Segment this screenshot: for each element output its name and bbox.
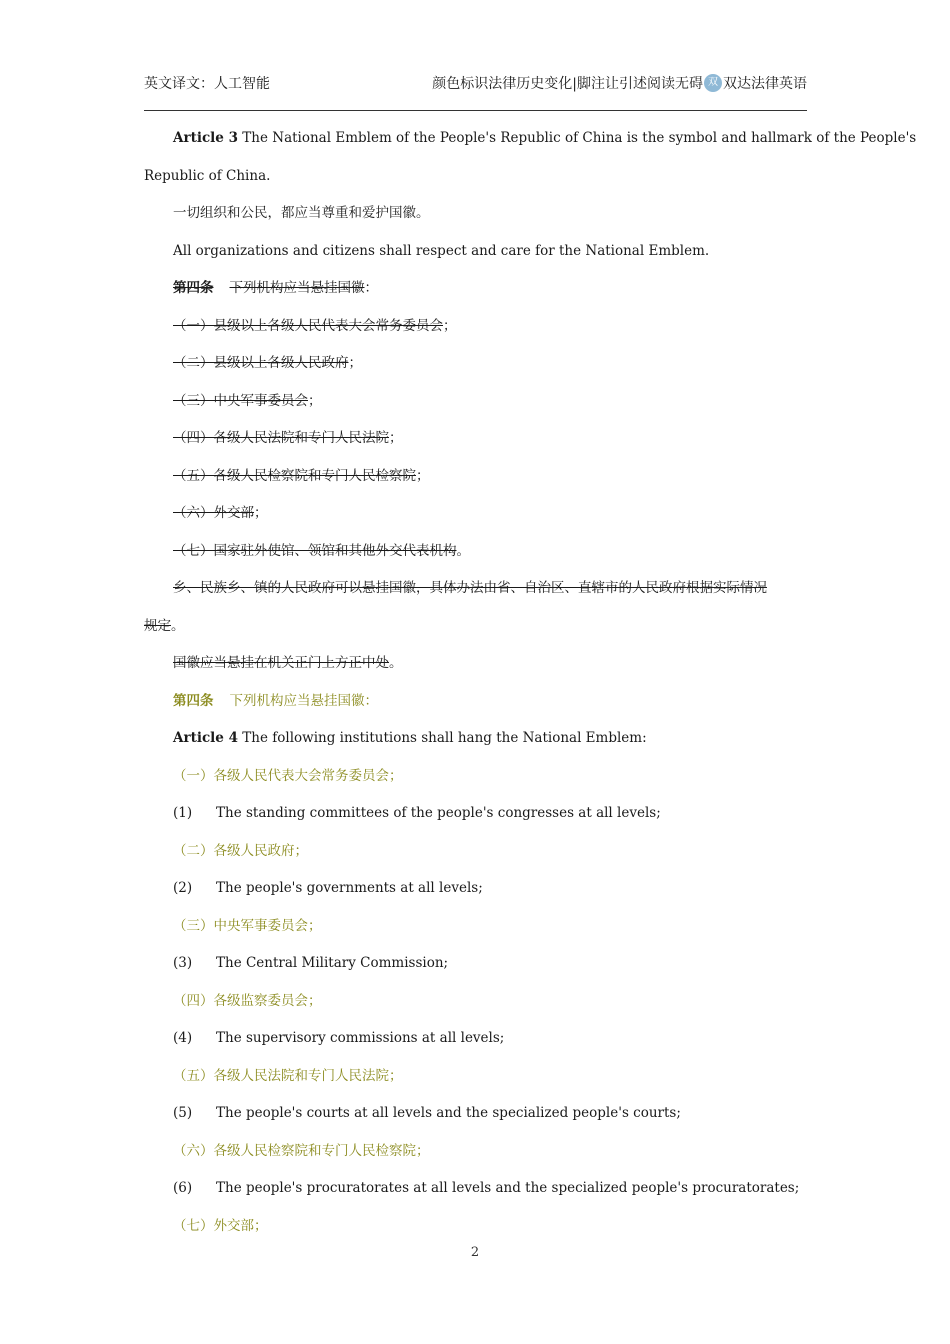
new-article4-item-6-en xyxy=(144,1170,807,1208)
new-article4-item-7-zh: （七）外交部； xyxy=(173,1217,268,1234)
item-number: (3) xyxy=(173,955,193,971)
new-article4-en-label: Article 4 xyxy=(173,730,238,746)
new-article4-item-5-zh: （五）各级人民法院和专门人民法院； xyxy=(173,1067,403,1084)
page-number: 2 xyxy=(470,1245,480,1260)
old-item-text: （七）国家驻外使馆、领馆和其他外交代表机构 xyxy=(173,542,457,559)
new-article4-zh-title xyxy=(144,683,807,721)
old-article4-item-6 xyxy=(144,495,807,533)
new-article4-zh-text: 下列机构应当悬挂国徽： xyxy=(229,692,378,709)
item-text: The Central Military Commission; xyxy=(216,955,449,971)
old-item-end: ； xyxy=(308,392,322,409)
item-number: (6) xyxy=(173,1180,193,1196)
header-brand-text: 双达法律英语 xyxy=(723,76,807,92)
old-article4-item-4 xyxy=(144,420,807,458)
header-divider xyxy=(144,110,807,111)
old-para2-end: 。 xyxy=(171,617,185,634)
old-article4-item-2 xyxy=(144,345,807,383)
old-article4-para2-line2 xyxy=(144,608,807,646)
old-item-end: ； xyxy=(443,317,457,334)
document-body xyxy=(144,120,917,1245)
new-article4-item-3-zh: （三）中央军事委员会； xyxy=(173,917,322,934)
item-number: (2) xyxy=(173,880,193,896)
new-article4-item-2-zh: （二）各级人民政府； xyxy=(173,842,308,859)
item-number: (4) xyxy=(173,1030,193,1046)
new-article4-item-3-en xyxy=(144,945,807,983)
old-article4-item-3 xyxy=(144,383,807,421)
shuangda-logo-icon: 双 xyxy=(704,74,722,92)
old-article4-title-colon: ： xyxy=(364,280,378,296)
header-tagline xyxy=(432,73,807,93)
new-article4-item-4-en xyxy=(144,1020,807,1058)
old-item-end: ； xyxy=(416,467,430,484)
item-text: The people's procuratorates at all levels and the specialized people's procuratorates; xyxy=(216,1180,800,1196)
old-item-text: （四）各级人民法院和专门人民法院 xyxy=(173,430,389,446)
new-article4-item-5-en xyxy=(144,1095,807,1133)
article3-en-para: All organizations and citizens shall respect and care for the National Emblem. xyxy=(173,242,710,259)
item-text: The standing committees of the people's congresses at all levels; xyxy=(216,805,661,821)
header-tagline-text: 颜色标识法律历史变化|脚注让引述阅读无碍 xyxy=(432,76,703,92)
new-article4-item-1-zh: （一）各级人民代表大会常务委员会； xyxy=(173,767,403,784)
new-article4-item-6-zh: （六）各级人民检察院和专门人民检察院； xyxy=(173,1142,430,1159)
old-article4-title xyxy=(144,270,807,308)
item-text: The people's courts at all levels and the specialized people's courts; xyxy=(216,1105,681,1121)
old-item-end: ； xyxy=(389,430,403,446)
old-article4-item-1 xyxy=(144,308,807,346)
old-item-end: ； xyxy=(254,505,268,521)
article3-en-line1 xyxy=(144,120,917,158)
old-article4-item-5 xyxy=(144,458,807,496)
article3-zh-para: 一切组织和公民，都应当尊重和爱护国徽。 xyxy=(173,205,430,221)
old-para3-text: 国徽应当悬挂在机关正门上方正中处 xyxy=(173,655,389,671)
new-article4-zh-label: 第四条 xyxy=(173,692,214,709)
old-item-text: （一）县级以上各级人民代表大会常务委员会 xyxy=(173,317,443,334)
old-article4-title-text: 下列机构应当悬挂国徽 xyxy=(229,280,365,296)
new-article4-item-4-zh: （四）各级监察委员会； xyxy=(173,992,322,1009)
old-article4-para2-line1 xyxy=(144,570,807,608)
old-item-end: 。 xyxy=(456,542,470,559)
header-title: 英文译文：人工智能 xyxy=(144,76,270,92)
item-text: The supervisory commissions at all levels; xyxy=(216,1030,505,1046)
new-article4-en-title xyxy=(144,720,807,758)
item-text: The people's governments at all levels; xyxy=(216,880,483,896)
old-para3-end: 。 xyxy=(389,655,403,671)
old-article4-para3 xyxy=(144,645,807,683)
old-item-end: ； xyxy=(348,355,362,371)
article3-text-1: The National Emblem of the People's Republic of China is the symbol and hallmark of the People's xyxy=(237,130,917,146)
old-item-text: （五）各级人民检察院和专门人民检察院 xyxy=(173,467,416,484)
article3-label: Article 3 xyxy=(173,130,238,146)
new-article4-item-2-en xyxy=(144,870,807,908)
page-header xyxy=(144,70,807,96)
old-item-text: （三）中央军事委员会 xyxy=(173,392,308,409)
new-article4-item-1-en xyxy=(144,795,807,833)
new-article4-en-text: The following institutions shall hang the National Emblem: xyxy=(237,730,647,746)
item-number: (5) xyxy=(173,1105,193,1121)
old-para2-text-1: 乡、民族乡、镇的人民政府可以悬挂国徽，具体办法由省、自治区、直辖市的人民政府根据实际情况 xyxy=(173,580,767,596)
old-item-text: （二）县级以上各级人民政府 xyxy=(173,355,349,371)
old-item-text: （六）外交部 xyxy=(173,505,254,521)
old-article4-item-7 xyxy=(144,533,807,571)
item-number: (1) xyxy=(173,805,193,821)
old-para2-text-2: 规定 xyxy=(144,617,171,634)
article3-en-line2: Republic of China. xyxy=(144,167,271,184)
old-article4-label: 第四条 xyxy=(173,280,214,296)
